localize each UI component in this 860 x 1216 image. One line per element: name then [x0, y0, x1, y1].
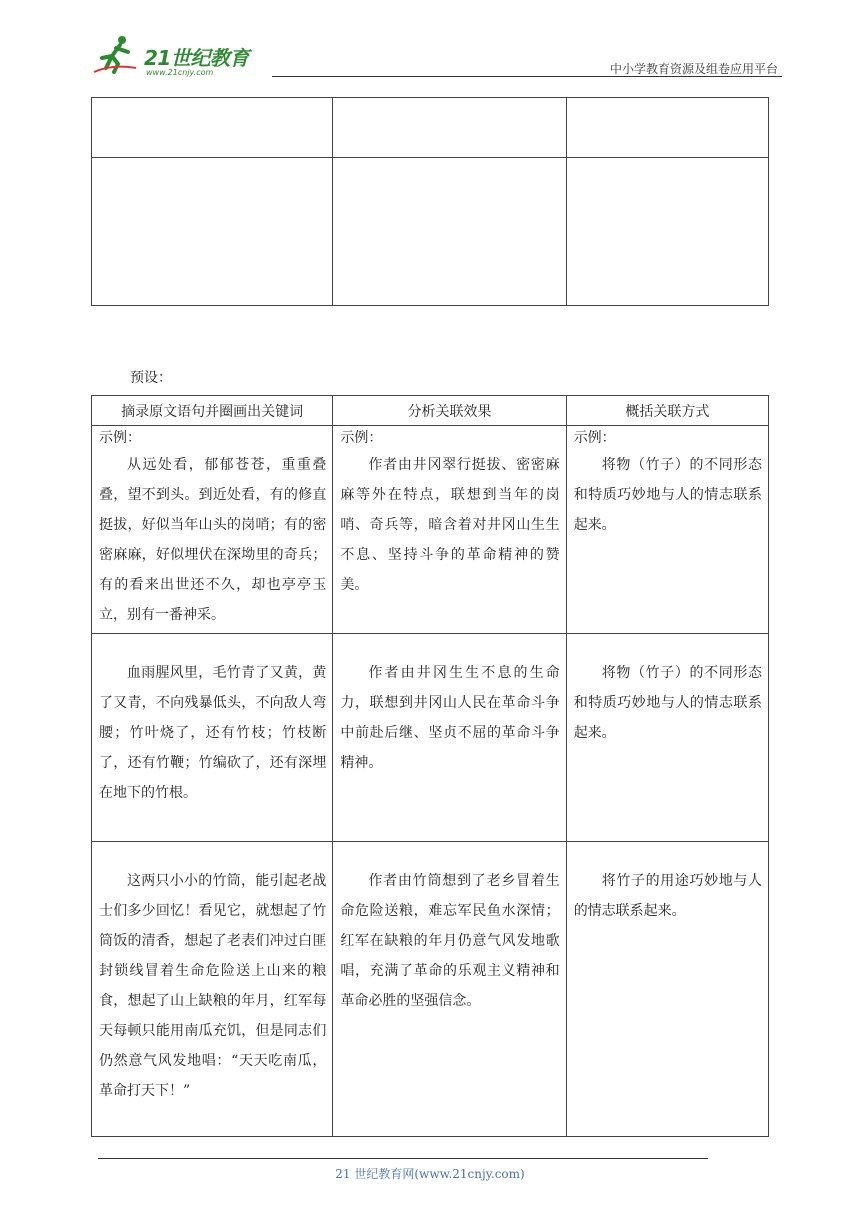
page-header: [92, 30, 782, 78]
logo: [92, 34, 262, 77]
quote-text: 这两只小小的竹筒，能引起老战士们多少回忆！看见它，就想起了竹筒饭的清香，想起了老表们冲过白匪封锁线冒着生命危险送上山来的粮食，想起了山上缺粮的年月，红军每天每顿只能用南瓜充饥，但是同志们仍然意气风发地唱：“天天吃南瓜，革命打天下！”: [99, 873, 327, 1099]
blank-cell: [92, 158, 333, 306]
column-header: 摘录原文语句并圈画出关键词: [92, 396, 333, 426]
blank-cell: [566, 98, 768, 158]
blank-table: [91, 97, 769, 306]
footer-divider: [98, 1158, 708, 1159]
logo-text: 21世纪教育: [144, 46, 249, 70]
column-header: 概括关联方式: [566, 396, 768, 426]
method-text: 将物（竹子）的不同形态和特质巧妙地与人的情志联系起来。: [573, 457, 762, 533]
table-row: [92, 634, 769, 842]
example-label: 示例：: [99, 430, 141, 446]
preset-label: 预设：: [130, 370, 172, 386]
blank-cell: [333, 98, 566, 158]
platform-name: 中小学教育资源及组卷应用平台: [609, 62, 778, 76]
quote-text: 从远处看，郁郁苍苍，重重叠叠，望不到头。到近处看，有的修直挺拔，好似当年山头的岗哨；有的密密麻麻，好似埋伏在深坳里的奇兵；有的看来出世还不久，却也亭亭玉立，别有一番神采。: [99, 457, 327, 623]
quote-text: 血雨腥风里，毛竹青了又黄，黄了又青，不向残暴低头，不向敌人弯腰；竹叶烧了，还有竹枝；竹枝断了，还有竹鞭；竹编砍了，还有深埋在地下的竹根。: [99, 665, 327, 801]
header-divider: [272, 76, 782, 77]
blank-cell: [92, 98, 333, 158]
method-text: 将物（竹子）的不同形态和特质巧妙地与人的情志联系起来。: [573, 665, 762, 741]
blank-cell: [566, 158, 768, 306]
method-text: 将竹子的用途巧妙地与人的情志联系起来。: [573, 873, 762, 919]
table-row: [92, 426, 769, 634]
table-row: [92, 842, 769, 1137]
effect-text: 作者由竹筒想到了老乡冒着生命危险送粮，难忘军民鱼水深情；红军在缺粮的年月仍意气风发地歌唱，充满了革命的乐观主义精神和革命必胜的坚强信念。: [340, 873, 560, 1009]
blank-cell: [333, 158, 566, 306]
effect-text: 作者由井冈翠行挺拔、密密麻麻等外在特点，联想到当年的岗哨、奇兵等，暗含着对井冈山生生不息、坚持斗争的革命精神的赞美。: [340, 457, 560, 593]
answer-table: [91, 395, 769, 1137]
example-label: 示例：: [573, 430, 616, 446]
example-label: 示例：: [340, 430, 383, 446]
column-header: 分析关联效果: [333, 396, 566, 426]
footer-text: 21 世纪教育网(www.21cnjy.com): [335, 1167, 525, 1181]
runner-logo-icon: [92, 34, 142, 74]
effect-text: 作者由井冈生生不息的生命力，联想到井冈山人民在革命斗争中前赴后继、坚贞不屈的革命斗争精神。: [340, 665, 560, 771]
logo-url: www.21cnjy.com: [146, 68, 214, 77]
